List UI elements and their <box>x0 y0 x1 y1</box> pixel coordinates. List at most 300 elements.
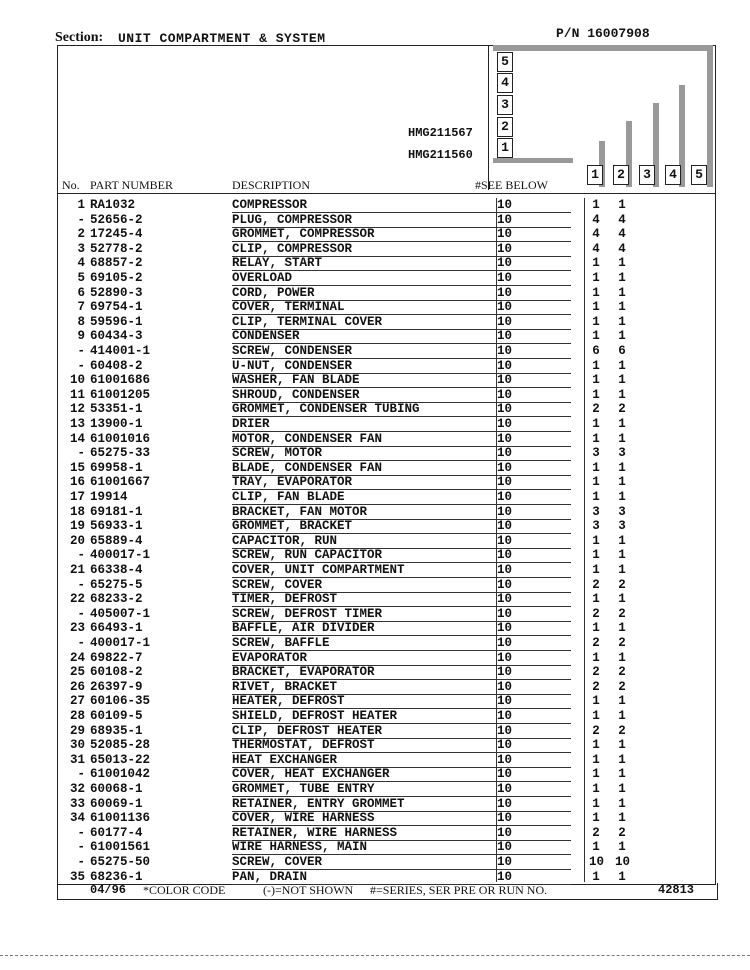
row-part-number: 60434-3 <box>90 329 143 344</box>
row-qty-1: 1 <box>592 358 600 373</box>
row-description: WIRE HARNESS, MAIN <box>232 840 368 855</box>
col-header-description: DESCRIPTION <box>232 178 311 192</box>
row-item-number: - <box>77 358 85 373</box>
row-description: HEAT EXCHANGER <box>232 752 338 767</box>
row-see-below: 10 <box>497 314 513 329</box>
table-row <box>57 694 716 709</box>
row-qty-2: 1 <box>618 460 626 475</box>
footer-color-code: *COLOR CODE <box>143 883 226 897</box>
row-part-number: RA1032 <box>90 198 136 212</box>
table-row <box>57 344 716 359</box>
row-see-below: 10 <box>497 694 513 709</box>
row-see-below: 10 <box>497 855 513 869</box>
row-see-below: 10 <box>497 738 513 753</box>
table-row <box>57 271 716 286</box>
row-qty-2: 1 <box>618 285 626 300</box>
row-qty-1: 1 <box>592 840 600 855</box>
row-item-number: 7 <box>77 300 85 315</box>
row-item-number: 24 <box>69 650 85 665</box>
table-row <box>57 417 716 432</box>
row-description: EVAPORATOR <box>232 650 308 665</box>
footer-doc-number: 42813 <box>658 883 695 897</box>
row-item-number: - <box>77 825 85 840</box>
row-qty-1: 1 <box>592 329 600 344</box>
row-qty-2: 1 <box>618 650 626 665</box>
row-description: WASHER, FAN BLADE <box>232 373 360 388</box>
table-row <box>57 797 716 812</box>
row-qty-2: 2 <box>618 577 626 592</box>
row-item-number: 4 <box>77 256 85 271</box>
table-row <box>57 826 716 841</box>
row-qty-1: 2 <box>592 402 600 417</box>
row-qty-2: 1 <box>618 431 626 446</box>
row-see-below: 10 <box>497 840 513 855</box>
section-label: Section: <box>55 30 104 45</box>
row-part-number: 60069-1 <box>90 796 143 811</box>
row-see-below: 10 <box>497 679 513 694</box>
row-qty-1: 1 <box>592 373 600 388</box>
qty-col-header-4: 4 <box>665 165 681 185</box>
row-qty-2: 2 <box>618 402 626 417</box>
table-row <box>57 840 716 855</box>
table-row <box>57 709 716 724</box>
row-qty-1: 2 <box>592 723 600 738</box>
table-row <box>57 870 716 885</box>
table-row <box>57 621 716 636</box>
row-part-number: 65275-5 <box>90 577 143 592</box>
model-index-1: 1 <box>497 138 513 158</box>
table-row <box>57 359 716 374</box>
row-qty-2: 1 <box>618 358 626 373</box>
row-part-number: 61001686 <box>90 373 151 388</box>
table-row <box>57 607 716 622</box>
row-qty-2: 4 <box>618 212 626 227</box>
row-see-below: 10 <box>497 621 513 636</box>
row-qty-2: 1 <box>618 256 626 271</box>
table-row <box>57 563 716 578</box>
row-qty-1: 1 <box>592 738 600 753</box>
col-header-part: PART NUMBER <box>90 178 173 192</box>
row-description: CLIP, FAN BLADE <box>232 490 345 504</box>
table-row <box>57 286 716 301</box>
row-qty-2: 1 <box>618 563 626 577</box>
row-part-number: 68233-2 <box>90 592 143 607</box>
table-row <box>57 782 716 797</box>
row-see-below: 10 <box>497 767 513 782</box>
row-description: SHIELD, DEFROST HEATER <box>232 709 398 723</box>
row-qty-1: 1 <box>592 650 600 665</box>
row-qty-1: 1 <box>592 300 600 315</box>
row-qty-1: 1 <box>592 460 600 475</box>
row-part-number: 66338-4 <box>90 563 143 577</box>
row-item-number: 26 <box>69 679 85 694</box>
row-qty-1: 1 <box>592 431 600 446</box>
row-qty-2: 1 <box>618 548 626 563</box>
col-header-no: No. <box>62 178 80 192</box>
row-qty-1: 10 <box>589 855 605 869</box>
row-item-number: 33 <box>69 796 85 811</box>
table-row <box>57 724 716 739</box>
row-part-number: 61001561 <box>90 840 151 855</box>
row-qty-2: 10 <box>615 855 631 869</box>
row-item-number: 20 <box>69 533 85 548</box>
row-item-number: 2 <box>77 227 85 242</box>
row-item-number: 11 <box>69 387 85 402</box>
row-part-number: 60177-4 <box>90 825 143 840</box>
row-description: MOTOR, CONDENSER FAN <box>232 431 383 446</box>
table-row <box>57 402 716 417</box>
row-item-number: 16 <box>69 475 85 490</box>
row-qty-2: 1 <box>618 300 626 315</box>
row-description: COVER, TERMINAL <box>232 300 345 315</box>
section-title: UNIT COMPARTMENT & SYSTEM <box>118 31 326 46</box>
row-part-number: 13900-1 <box>90 417 143 431</box>
row-see-below: 10 <box>497 650 513 665</box>
row-item-number: 8 <box>77 314 85 329</box>
row-part-number: 26397-9 <box>90 679 143 694</box>
qty-col-header-3: 3 <box>639 165 655 185</box>
footer-bar <box>57 883 718 900</box>
row-part-number: 61001016 <box>90 431 151 446</box>
row-description: BAFFLE, AIR DIVIDER <box>232 621 375 636</box>
row-description: BRACKET, EVAPORATOR <box>232 665 375 680</box>
row-qty-2: 1 <box>618 198 626 212</box>
row-see-below: 10 <box>497 475 513 490</box>
row-qty-2: 4 <box>618 227 626 242</box>
row-item-number: 23 <box>69 621 85 636</box>
row-part-number: 69822-7 <box>90 650 143 665</box>
row-item-number: 28 <box>69 709 85 723</box>
row-description: CLIP, TERMINAL COVER <box>232 314 383 329</box>
row-qty-1: 1 <box>592 752 600 767</box>
row-part-number: 65275-33 <box>90 446 151 461</box>
row-qty-2: 1 <box>618 373 626 388</box>
row-see-below: 10 <box>497 271 513 285</box>
table-row <box>57 767 716 782</box>
row-description: COVER, HEAT EXCHANGER <box>232 767 390 782</box>
row-qty-1: 1 <box>592 548 600 563</box>
row-description: SHROUD, CONDENSER <box>232 387 360 402</box>
row-qty-2: 1 <box>618 796 626 811</box>
row-qty-2: 1 <box>618 621 626 636</box>
row-qty-2: 2 <box>618 606 626 621</box>
row-item-number: - <box>77 855 85 869</box>
qty-col-header-1: 1 <box>587 165 603 185</box>
row-part-number: 400017-1 <box>90 548 151 563</box>
table-row <box>57 651 716 666</box>
row-see-below: 10 <box>497 329 513 344</box>
row-description: CLIP, DEFROST HEATER <box>232 723 383 738</box>
row-qty-2: 1 <box>618 271 626 285</box>
row-qty-2: 2 <box>618 679 626 694</box>
row-qty-2: 1 <box>618 387 626 402</box>
row-see-below: 10 <box>497 344 513 358</box>
row-item-number: - <box>77 636 85 650</box>
row-item-number: - <box>77 446 85 461</box>
row-item-number: 27 <box>69 694 85 709</box>
row-see-below: 10 <box>497 592 513 607</box>
row-see-below: 10 <box>497 241 513 256</box>
row-part-number: 60106-35 <box>90 694 151 709</box>
row-see-below: 10 <box>497 869 513 884</box>
table-row <box>57 388 716 403</box>
row-description: GROMMET, COMPRESSOR <box>232 227 375 242</box>
row-part-number: 61001136 <box>90 811 151 826</box>
row-qty-2: 2 <box>618 723 626 738</box>
row-see-below: 10 <box>497 709 513 723</box>
table-row <box>57 461 716 476</box>
model-label-a: HMG211567 <box>408 126 473 140</box>
row-see-below: 10 <box>497 490 513 504</box>
row-description: HEATER, DEFROST <box>232 694 345 709</box>
table-row <box>57 548 716 563</box>
row-see-below: 10 <box>497 782 513 796</box>
row-item-number: 1 <box>77 198 85 212</box>
row-qty-2: 1 <box>618 533 626 548</box>
row-qty-1: 2 <box>592 606 600 621</box>
row-see-below: 10 <box>497 665 513 680</box>
column-rule <box>496 198 497 882</box>
row-description: BRACKET, FAN MOTOR <box>232 504 368 519</box>
table-row <box>57 329 716 344</box>
row-item-number: 29 <box>69 723 85 738</box>
row-qty-2: 3 <box>618 446 626 461</box>
row-part-number: 69754-1 <box>90 300 143 315</box>
row-part-number: 17245-4 <box>90 227 143 242</box>
table-row <box>57 300 716 315</box>
row-description: SCREW, CONDENSER <box>232 344 353 358</box>
row-description: TIMER, DEFROST <box>232 592 338 607</box>
row-description: COMPRESSOR <box>232 198 308 212</box>
row-item-number: 15 <box>69 460 85 475</box>
row-description: RETAINER, WIRE HARNESS <box>232 825 398 840</box>
row-item-number: 17 <box>69 490 85 504</box>
row-description: DRIER <box>232 417 270 431</box>
row-part-number: 52778-2 <box>90 241 143 256</box>
row-part-number: 69181-1 <box>90 504 143 519</box>
row-part-number: 68857-2 <box>90 256 143 271</box>
row-item-number: 25 <box>69 665 85 680</box>
row-part-number: 60108-2 <box>90 665 143 680</box>
row-see-below: 10 <box>497 300 513 315</box>
row-qty-2: 6 <box>618 344 626 358</box>
row-item-number: - <box>77 606 85 621</box>
row-description: TRAY, EVAPORATOR <box>232 475 353 490</box>
row-qty-1: 1 <box>592 285 600 300</box>
table-row <box>57 213 716 228</box>
model-index-3: 3 <box>497 95 513 115</box>
row-description: OVERLOAD <box>232 271 293 285</box>
table-row <box>57 665 716 680</box>
row-part-number: 405007-1 <box>90 606 151 621</box>
row-see-below: 10 <box>497 636 513 650</box>
row-item-number: 5 <box>77 271 85 285</box>
row-see-below: 10 <box>497 402 513 417</box>
row-part-number: 69958-1 <box>90 460 143 475</box>
row-qty-2: 2 <box>618 665 626 680</box>
row-part-number: 19914 <box>90 490 128 504</box>
row-see-below: 10 <box>497 577 513 592</box>
row-item-number: 31 <box>69 752 85 767</box>
row-part-number: 65013-22 <box>90 752 151 767</box>
row-qty-2: 1 <box>618 694 626 709</box>
column-rule <box>584 198 585 882</box>
row-qty-1: 4 <box>592 212 600 227</box>
row-see-below: 10 <box>497 460 513 475</box>
row-qty-2: 1 <box>618 709 626 723</box>
row-description: CORD, POWER <box>232 285 315 300</box>
row-see-below: 10 <box>497 387 513 402</box>
row-item-number: - <box>77 548 85 563</box>
row-qty-1: 1 <box>592 694 600 709</box>
table-row <box>57 519 716 534</box>
row-qty-2: 1 <box>618 417 626 431</box>
row-item-number: 34 <box>69 811 85 826</box>
row-qty-1: 1 <box>592 417 600 431</box>
row-qty-2: 1 <box>618 840 626 855</box>
row-qty-1: 1 <box>592 533 600 548</box>
model-index-5: 5 <box>497 52 513 72</box>
row-qty-1: 1 <box>592 869 600 884</box>
row-qty-2: 1 <box>618 592 626 607</box>
table-row <box>57 490 716 505</box>
row-part-number: 52085-28 <box>90 738 151 753</box>
row-item-number: 12 <box>69 402 85 417</box>
row-qty-2: 1 <box>618 782 626 796</box>
row-see-below: 10 <box>497 825 513 840</box>
table-row <box>57 636 716 651</box>
row-item-number: 6 <box>77 285 85 300</box>
row-item-number: - <box>77 344 85 358</box>
qty-col-header-5: 5 <box>691 165 707 185</box>
row-description: GROMMET, BRACKET <box>232 519 353 534</box>
row-see-below: 10 <box>497 504 513 519</box>
row-description: RIVET, BRACKET <box>232 679 338 694</box>
table-row <box>57 198 716 213</box>
row-qty-2: 1 <box>618 752 626 767</box>
row-qty-1: 1 <box>592 387 600 402</box>
row-item-number: 32 <box>69 782 85 796</box>
row-part-number: 61001205 <box>90 387 151 402</box>
table-row <box>57 227 716 242</box>
row-see-below: 10 <box>497 519 513 534</box>
model-index-4: 4 <box>497 73 513 93</box>
table-row <box>57 446 716 461</box>
row-qty-1: 3 <box>592 504 600 519</box>
row-qty-1: 3 <box>592 446 600 461</box>
model-label-b: HMG211560 <box>408 148 473 162</box>
footer-not-shown: (-)=NOT SHOWN <box>263 883 354 897</box>
row-item-number: 9 <box>77 329 85 344</box>
row-see-below: 10 <box>497 358 513 373</box>
footer-date: 04/96 <box>90 883 127 897</box>
row-item-number: 21 <box>69 563 85 577</box>
row-qty-2: 2 <box>618 825 626 840</box>
row-see-below: 10 <box>497 606 513 621</box>
row-qty-2: 4 <box>618 241 626 256</box>
row-item-number: 18 <box>69 504 85 519</box>
row-part-number: 53351-1 <box>90 402 143 417</box>
row-item-number: - <box>77 212 85 227</box>
table-row <box>57 256 716 271</box>
table-row <box>57 315 716 330</box>
row-part-number: 52656-2 <box>90 212 143 227</box>
row-part-number: 56933-1 <box>90 519 143 534</box>
row-qty-1: 2 <box>592 665 600 680</box>
row-qty-1: 2 <box>592 636 600 650</box>
row-see-below: 10 <box>497 446 513 461</box>
row-part-number: 400017-1 <box>90 636 151 650</box>
table-row <box>57 855 716 870</box>
model-index-2: 2 <box>497 117 513 137</box>
row-qty-1: 1 <box>592 621 600 636</box>
row-see-below: 10 <box>497 563 513 577</box>
table-row <box>57 738 716 753</box>
row-description: SCREW, BAFFLE <box>232 636 330 650</box>
row-qty-1: 1 <box>592 198 600 212</box>
row-description: SCREW, DEFROST TIMER <box>232 606 383 621</box>
row-part-number: 68236-1 <box>90 869 143 884</box>
row-part-number: 68935-1 <box>90 723 143 738</box>
row-description: U-NUT, CONDENSER <box>232 358 353 373</box>
col-header-see-below: #SEE BELOW <box>475 178 548 192</box>
row-description: CAPACITOR, RUN <box>232 533 338 548</box>
table-row <box>57 432 716 447</box>
row-qty-1: 3 <box>592 519 600 534</box>
row-qty-1: 1 <box>592 256 600 271</box>
row-description: CLIP, COMPRESSOR <box>232 241 353 256</box>
row-part-number: 65275-50 <box>90 855 151 869</box>
row-description: THERMOSTAT, DEFROST <box>232 738 375 753</box>
row-qty-2: 3 <box>618 519 626 534</box>
row-description: RELAY, START <box>232 256 323 271</box>
table-row <box>57 475 716 490</box>
row-see-below: 10 <box>497 198 513 212</box>
row-qty-1: 2 <box>592 577 600 592</box>
row-qty-1: 1 <box>592 490 600 504</box>
row-description: SCREW, COVER <box>232 577 323 592</box>
row-qty-2: 1 <box>618 329 626 344</box>
row-see-below: 10 <box>497 256 513 271</box>
row-item-number: 22 <box>69 592 85 607</box>
row-qty-2: 1 <box>618 869 626 884</box>
row-qty-1: 4 <box>592 241 600 256</box>
row-see-below: 10 <box>497 533 513 548</box>
row-item-number: 35 <box>69 869 85 884</box>
row-see-below: 10 <box>497 431 513 446</box>
row-description: PLUG, COMPRESSOR <box>232 212 353 227</box>
row-part-number: 66493-1 <box>90 621 143 636</box>
row-part-number: 65889-4 <box>90 533 143 548</box>
row-see-below: 10 <box>497 212 513 227</box>
row-qty-2: 1 <box>618 738 626 753</box>
table-row <box>57 811 716 826</box>
row-qty-2: 1 <box>618 314 626 329</box>
row-qty-1: 1 <box>592 709 600 723</box>
row-qty-2: 1 <box>618 811 626 826</box>
row-qty-1: 6 <box>592 344 600 358</box>
row-description: SCREW, MOTOR <box>232 446 323 461</box>
row-description: SCREW, RUN CAPACITOR <box>232 548 383 563</box>
row-item-number: 10 <box>69 373 85 388</box>
row-qty-1: 1 <box>592 475 600 490</box>
row-qty-1: 1 <box>592 563 600 577</box>
table-row <box>57 534 716 549</box>
row-item-number: 3 <box>77 241 85 256</box>
row-qty-1: 1 <box>592 314 600 329</box>
table-row <box>57 753 716 768</box>
row-qty-1: 2 <box>592 679 600 694</box>
